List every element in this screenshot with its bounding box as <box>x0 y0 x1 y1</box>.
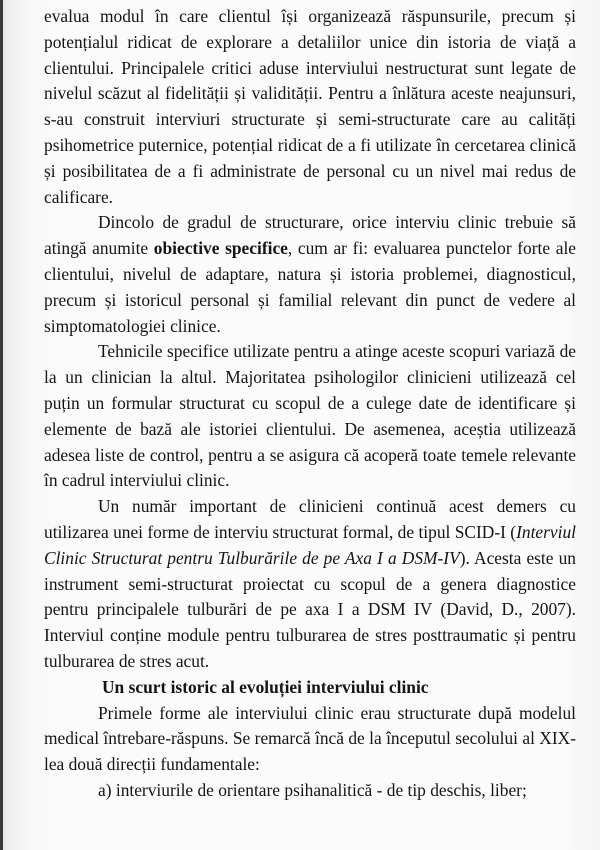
paragraph-4 <box>44 494 576 675</box>
paragraph-2 <box>44 210 576 339</box>
paragraph-3: Tehnicile specifice utilizate pentru a atinge aceste scopuri variază de la un clinician la altul. Majoritatea psihologilor clinicieni utilizează cel puțin un formular structurat cu scopul de a culege date de identificare și elemente de bază ale istoriei clientului. De asemenea, aceștia utilizează adesea liste de control, pentru a se asigura că acoperă toate temele relevante în cadrul interviului clinic. <box>44 341 576 491</box>
paragraph-4-start: Un număr important de clinicieni continuă acest demers cu utilizarea unei forme de interviu structurat formal, de tipul SCID-I ( <box>44 496 576 542</box>
paragraph-4-end: ). Acesta este un instrument semi-structurat proiectat cu scopul de a genera diagnostice pentru principalele tulburări de pe axa I a DSM IV (David, D., 2007). Interviul conține module pentru tulburarea de stres posttraumatic și pentru tulburarea de stres acut. <box>44 547 576 671</box>
paragraph-2-end: , cum ar fi: evaluarea punctelor forte ale clientului, nivelul de adaptare, natura și istoria problemei, diagnosticul, precum și istoricul personal și familial relevant din punct de vedere al simptomatologiei clinice. <box>44 238 576 336</box>
paragraph-1: evalua modul în care clientul își organizează răspunsurile, precum și potențialul ridicat de explorare a detaliilor unice din istoria de viață a clientului. Principalele critici aduse interviului nestructurat sunt legate de nivelul scăzut al fidelității și validității. Pentru a înlătura aceste neajunsuri, s-au construit interviuri structurate și semi-structurate care au calități psihometrice puternice, potențial ridicat de a fi utilizate în cercetarea clinică și posibilitatea de a fi administrate de personal cu un nivel mai redus de calificare. <box>44 6 576 207</box>
paragraph-5: Primele forme ale interviului clinic erau structurate după modelul medical întrebare-răspuns. Se remarcă încă de la începutul secolului al XIX-lea două direcții fundamentale: <box>44 702 576 775</box>
section-heading: Un scurt istoric al evoluției interviului clinic <box>102 676 429 697</box>
paragraph-2-start: Dincolo de gradul de structurare, orice interviu clinic trebuie să atingă anumite <box>44 212 576 259</box>
page-binding-shadow <box>0 0 3 850</box>
body-text <box>44 4 576 804</box>
list-item-a: a) interviurile de orientare psihanalitică - de tip deschis, liber; <box>98 779 527 800</box>
scid-full-title: Interviul Clinic Structurat pentru Tulburările de pe Axa I a DSM-IV <box>44 521 576 568</box>
specific-objectives-term: obiective specifice <box>153 238 288 259</box>
